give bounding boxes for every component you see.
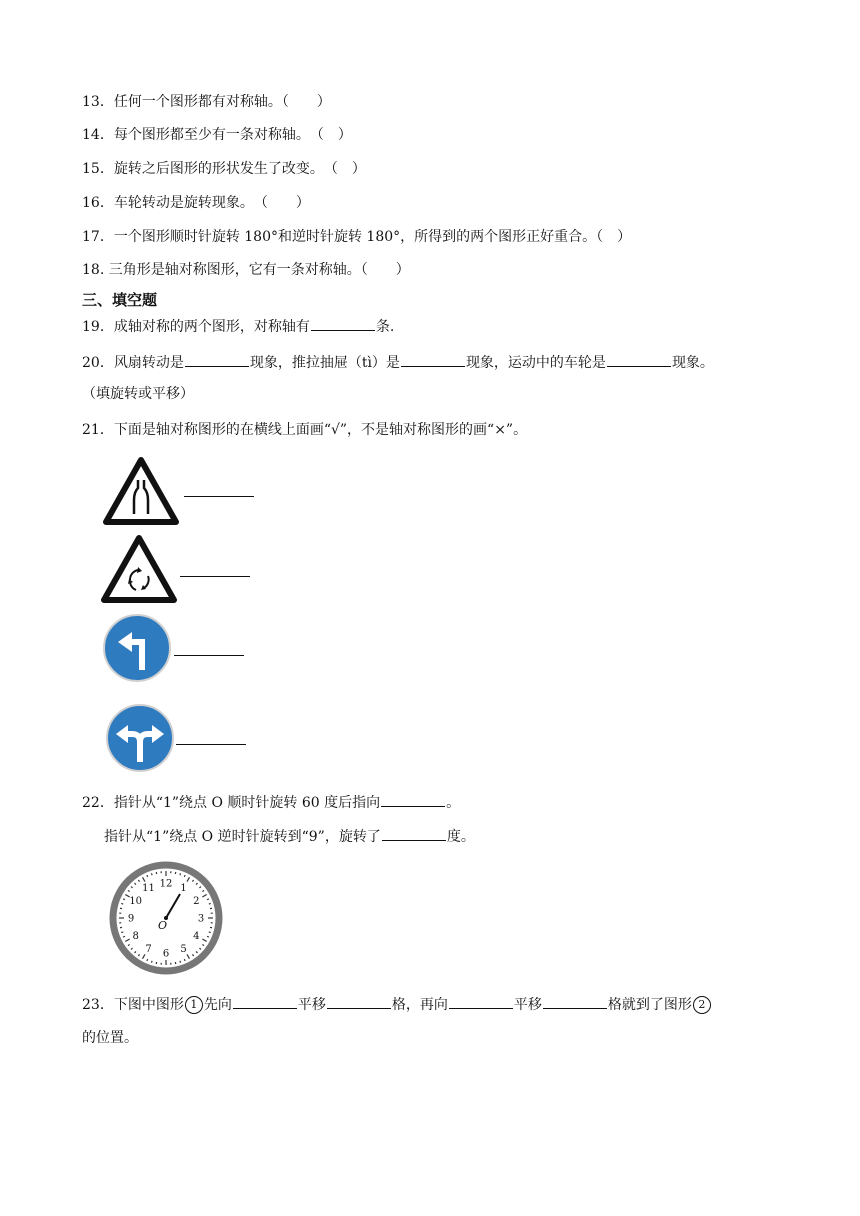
clock-tick — [147, 959, 148, 961]
clock-number: 5 — [180, 943, 187, 955]
clock-tick — [184, 875, 185, 877]
clock-number: 2 — [193, 896, 200, 907]
q20-text-1: 20．风扇转动是 — [82, 355, 184, 371]
q23-blank-1[interactable] — [233, 994, 297, 1009]
question-20 — [82, 352, 714, 373]
question-15: 15．旋转之后图形的形状发生了改变。 （ ） — [82, 161, 366, 177]
question-23-line-2: 的位置。 — [82, 1030, 138, 1046]
clock-number: 6 — [162, 948, 170, 960]
answer-line-sign-1[interactable] — [184, 496, 254, 497]
figure-2-marker: 2 — [693, 996, 711, 1014]
q22-blank-2[interactable] — [382, 826, 446, 841]
q22-text-3: 指针从“1”绕点 O 逆时针旋转到“9”，旋转了 — [104, 829, 381, 845]
q20-text-4: 现象。 — [671, 355, 714, 371]
question-23-line-1 — [82, 994, 712, 1015]
q23-text-5: 平移 — [513, 997, 542, 1013]
q23-text-2: 先向 — [203, 997, 232, 1013]
clock-tick — [209, 903, 211, 904]
q22-text-1: 22．指针从“1”绕点 O 顺时针旋转 60 度后指向 — [82, 795, 381, 811]
clock-tick — [147, 875, 148, 877]
clock-number: 3 — [197, 913, 205, 925]
q20-note: （填旋转或平移） — [82, 386, 194, 402]
section-heading-fill-in: 三、填空题 — [82, 291, 158, 309]
q22-text-2: 。 — [446, 795, 461, 811]
clock-number: 10 — [129, 896, 143, 907]
clock-number: 1 — [180, 883, 187, 895]
question-18: 18. 三角形是轴对称图形，它有一条对称轴。（ ） — [82, 262, 410, 278]
clock-tick — [121, 932, 123, 933]
turn-left-sign-icon — [102, 612, 172, 684]
clock-tick — [121, 903, 123, 904]
clock-number: 7 — [145, 943, 152, 955]
question-19 — [82, 316, 394, 337]
clock-tick — [207, 899, 209, 900]
clock-tick — [123, 936, 125, 937]
question-13: 13．任何一个图形都有对称轴。（ ） — [82, 94, 331, 110]
question-22-line-1 — [82, 792, 460, 813]
q23-blank-2[interactable] — [327, 994, 391, 1009]
clock-tick — [151, 873, 152, 875]
clock-tick — [180, 961, 181, 963]
clock-number: 9 — [127, 913, 135, 925]
answer-line-sign-4[interactable] — [176, 744, 246, 745]
q20-blank-1[interactable] — [185, 352, 249, 367]
q22-text-4: 度。 — [446, 829, 475, 845]
q19-text-after: 条. — [375, 319, 395, 335]
question-22-line-2 — [104, 826, 475, 847]
q20-blank-3[interactable] — [607, 352, 671, 367]
q23-text-6: 格就到了图形 — [607, 997, 692, 1013]
clock-tick — [184, 959, 185, 961]
clock-tick — [151, 961, 152, 963]
clock-number: 8 — [132, 931, 139, 942]
q23-text-3: 平移 — [297, 997, 326, 1013]
q20-text-3: 现象，运动中的车轮是 — [465, 355, 606, 371]
clock-tick — [207, 936, 209, 937]
turn-left-or-right-sign-icon — [104, 702, 176, 774]
roundabout-sign-icon — [100, 534, 178, 604]
q19-blank[interactable] — [311, 316, 375, 331]
answer-line-sign-3[interactable] — [174, 655, 244, 656]
clock-number: 11 — [142, 883, 155, 895]
q23-text-1: 23．下图中图形 — [82, 997, 184, 1013]
clock-tick — [123, 899, 125, 900]
q20-text-2: 现象，推拉抽屉（tì）是 — [249, 355, 400, 371]
question-16: 16．车轮转动是旋转现象。 （ ） — [82, 195, 310, 211]
road-narrows-sign-icon — [102, 456, 180, 526]
figure-1-marker: 1 — [185, 996, 203, 1014]
q22-blank-1[interactable] — [381, 792, 445, 807]
q20-blank-2[interactable] — [401, 352, 465, 367]
question-21: 21．下面是轴对称图形的在横线上面画“√”，不是轴对称图形的画“×”。 — [82, 422, 528, 438]
q23-blank-4[interactable] — [543, 994, 607, 1009]
question-14: 14．每个图形都至少有一条对称轴。 （ ） — [82, 127, 352, 143]
clock-number: 4 — [193, 931, 200, 942]
clock-number: 12 — [159, 878, 173, 890]
clock-tick — [180, 873, 181, 875]
q23-text-4: 格，再向 — [391, 997, 448, 1013]
clock-center-label: O — [158, 919, 168, 932]
answer-line-sign-2[interactable] — [180, 576, 250, 577]
clock-tick — [209, 932, 211, 933]
clock-face-icon — [108, 860, 224, 976]
q23-blank-3[interactable] — [449, 994, 513, 1009]
q19-text-before: 19．成轴对称的两个图形，对称轴有 — [82, 319, 310, 335]
question-17: 17．一个图形顺时针旋转 180°和逆时针旋转 180°，所得到的两个图形正好重合。（ ） — [82, 229, 632, 245]
